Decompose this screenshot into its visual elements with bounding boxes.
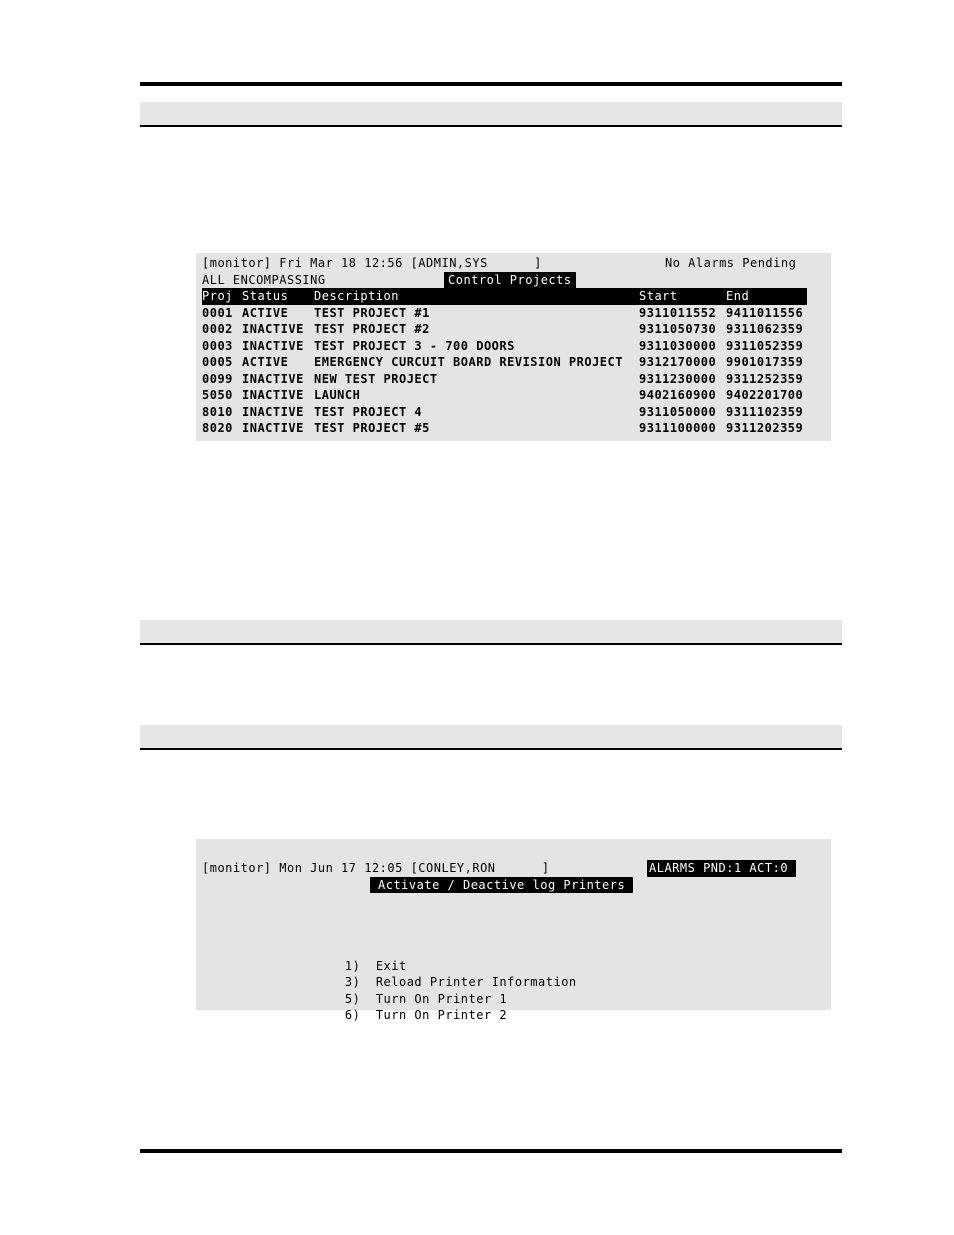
table-header [202, 288, 807, 305]
proj-id: 8020 [202, 421, 233, 435]
table-row[interactable] [202, 371, 807, 388]
menu-key: 6) [344, 1008, 361, 1022]
proj-id: 0001 [202, 305, 233, 320]
section-header-bar [140, 725, 842, 750]
proj-end: 9311062359 [726, 322, 804, 336]
proj-end: 9311202359 [726, 421, 804, 435]
column-header-status: Status [242, 289, 289, 303]
menu-label: Turn On Printer 2 [375, 1008, 508, 1022]
proj-start: 9311050730 [639, 322, 717, 336]
column-header-end: End [726, 289, 750, 303]
proj-start: 9402160900 [639, 388, 717, 402]
proj-description: TEST PROJECT #5 [314, 421, 430, 435]
table-row[interactable] [202, 404, 807, 421]
screen-title: Control Projects [444, 272, 576, 289]
table-row[interactable] [202, 354, 807, 371]
proj-description: TEST PROJECT #1 [314, 305, 430, 320]
menu-item-printer-1[interactable] [314, 974, 508, 1006]
proj-status: INACTIVE [242, 421, 304, 435]
proj-start: 9311100000 [639, 421, 717, 435]
proj-end: 9411011556 [726, 305, 804, 320]
proj-description: TEST PROJECT 4 [314, 404, 423, 419]
proj-description: NEW TEST PROJECT [314, 371, 438, 386]
alarm-status: No Alarms Pending [665, 256, 797, 270]
proj-status: INACTIVE [242, 338, 304, 353]
proj-id: 0099 [202, 371, 233, 386]
menu-item-exit[interactable] [314, 941, 407, 973]
proj-end: 9311102359 [726, 404, 804, 419]
proj-status: ACTIVE [242, 355, 289, 369]
menu-label: Turn On Printer 1 [375, 991, 508, 1006]
menu-key: 5) [344, 991, 361, 1006]
proj-end: 9311252359 [726, 371, 804, 386]
proj-description: EMERGENCY CURCUIT BOARD REVISION PROJECT [314, 355, 623, 369]
proj-end: 9311052359 [726, 338, 804, 353]
proj-status: INACTIVE [242, 404, 304, 419]
proj-start: 9311011552 [639, 305, 717, 320]
table-row[interactable] [202, 338, 807, 355]
bottom-rule [140, 1149, 842, 1153]
proj-id: 0003 [202, 338, 233, 353]
proj-start: 9311050000 [639, 404, 717, 419]
proj-start: 9312170000 [639, 355, 717, 369]
proj-description: TEST PROJECT 3 - 700 DOORS [314, 338, 515, 353]
column-header-proj: Proj [202, 289, 233, 303]
section-header-bar [140, 102, 842, 127]
table-row[interactable] [202, 321, 807, 338]
menu-item-reload-printer-info[interactable] [314, 958, 577, 989]
proj-status: ACTIVE [242, 305, 289, 320]
menu-label: Reload Printer Information [375, 975, 577, 989]
top-rule [140, 82, 842, 86]
log-printers-screen [196, 839, 831, 1022]
proj-end: 9402201700 [726, 388, 804, 402]
proj-status: INACTIVE [242, 388, 304, 402]
menu-key: 3) [344, 975, 361, 989]
alarm-status: ALARMS PND:1 ACT:0 [647, 860, 796, 877]
proj-status: INACTIVE [242, 371, 304, 386]
proj-start: 9311230000 [639, 371, 717, 386]
status-line: [monitor] Mon Jun 17 12:05 [CONLEY,RON ] [202, 861, 550, 875]
proj-id: 0002 [202, 322, 233, 336]
proj-start: 9311030000 [639, 338, 717, 353]
proj-status: INACTIVE [242, 322, 304, 336]
column-header-start: Start [639, 289, 678, 303]
proj-description: TEST PROJECT #2 [314, 322, 430, 336]
table-row[interactable] [202, 420, 807, 437]
proj-id: 8010 [202, 404, 233, 419]
table-row[interactable] [202, 387, 807, 404]
menu-key: 1) [344, 958, 361, 973]
proj-id: 0005 [202, 355, 233, 369]
control-projects-screen [196, 253, 831, 441]
table-row[interactable] [202, 305, 807, 322]
proj-description: LAUNCH [314, 388, 361, 402]
proj-end: 9901017359 [726, 355, 804, 369]
column-header-description: Description [314, 289, 399, 303]
proj-id: 5050 [202, 388, 233, 402]
context-label: ALL ENCOMPASSING [202, 272, 326, 287]
menu-label: Exit [375, 958, 407, 973]
menu-item-printer-2[interactable] [314, 991, 508, 1022]
section-header-bar [140, 620, 842, 645]
status-line: [monitor] Fri Mar 18 12:56 [ADMIN,SYS ] [202, 256, 542, 270]
screen-title: Activate / Deactive log Printers [370, 877, 633, 894]
